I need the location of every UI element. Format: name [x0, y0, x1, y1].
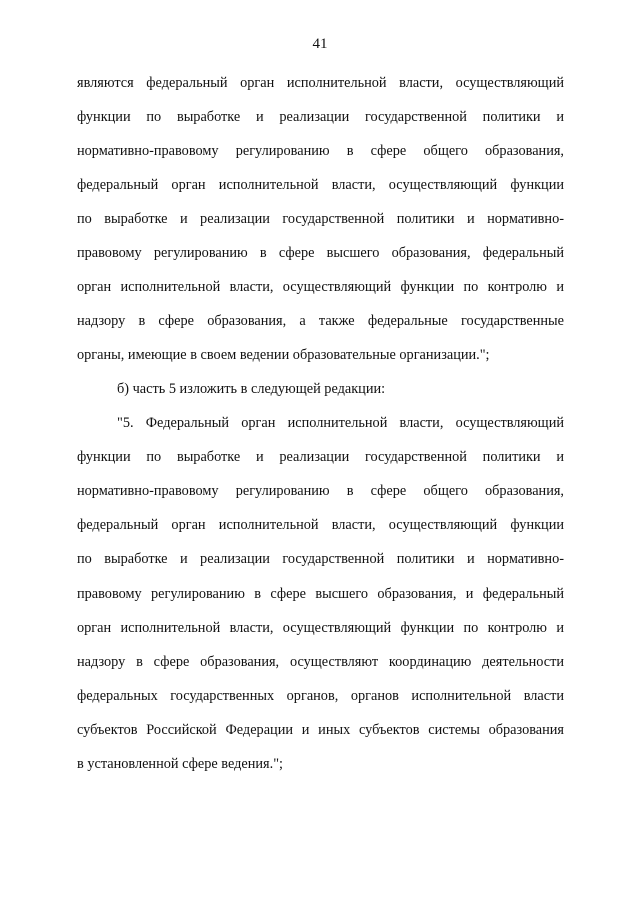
text-line: правовому регулированию в сфере высшего образования, и федеральный: [77, 586, 564, 602]
text-line: нормативно-правовому регулированию в сфере общего образования,: [77, 483, 564, 499]
text-line: б) часть 5 изложить в следующей редакции:: [117, 381, 386, 397]
text-line: по выработке и реализации государственной политики и нормативно-: [77, 551, 564, 567]
text-line: функции по выработке и реализации государственной политики и: [77, 109, 564, 125]
text-line: надзору в сфере образования, а также федеральные государственные: [77, 313, 564, 329]
text-line: функции по выработке и реализации государственной политики и: [77, 449, 564, 465]
text-line: федеральный орган исполнительной власти, осуществляющий функции: [77, 517, 564, 533]
text-line: органы, имеющие в своем ведении образовательные организации.";: [77, 347, 490, 363]
text-line: надзору в сфере образования, осуществляют координацию деятельности: [77, 654, 564, 670]
text-line: нормативно-правовому регулированию в сфере общего образования,: [77, 143, 564, 159]
text-line: в установленной сфере ведения.";: [77, 756, 284, 772]
text-line: правовому регулированию в сфере высшего образования, федеральный: [77, 245, 564, 261]
text-line: орган исполнительной власти, осуществляющий функции по контролю и: [77, 620, 564, 636]
text-line: орган исполнительной власти, осуществляющий функции по контролю и: [77, 279, 564, 295]
text-line: являются федеральный орган исполнительной власти, осуществляющий: [77, 75, 564, 91]
text-line: по выработке и реализации государственной политики и нормативно-: [77, 211, 564, 227]
text-line: федеральный орган исполнительной власти, осуществляющий функции: [77, 177, 564, 193]
page-number: 41: [312, 36, 328, 52]
text-line: федеральных государственных органов, органов исполнительной власти: [77, 688, 564, 704]
text-line: субъектов Российской Федерации и иных субъектов системы образования: [77, 722, 564, 738]
text-line: "5. Федеральный орган исполнительной власти, осуществляющий: [117, 415, 564, 431]
